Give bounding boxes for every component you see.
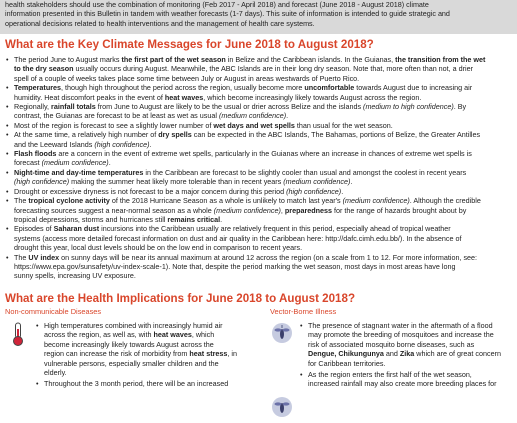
text-run: , in — [227, 349, 237, 359]
text-run: are a concern in the event of extreme wet spells, particularly in the Guianas where an increase in chances of extreme wet spells is — [56, 149, 472, 159]
climate-message-continuation — [0, 158, 517, 167]
text-run: dry spells — [158, 130, 192, 140]
ncd-list — [34, 321, 266, 391]
text-run: The — [14, 196, 29, 206]
climate-message-item — [0, 253, 517, 262]
text-run: The period June to August marks — [14, 55, 122, 64]
text-run: heat waves — [153, 330, 192, 340]
text-run: systems (access more detailed forecast information on dust and air quality in the Caribbean here: http://dafc.cimh.edu.bb/). In the absence of — [14, 233, 462, 243]
text-run: contrast, the Guianas are forecast to be at least as wet as usual — [14, 111, 219, 121]
text-run: sunny spells, increasing UV exposure. — [14, 271, 136, 281]
text-run: vulnerable persons, especially smaller children and the — [44, 358, 219, 368]
text-run: towards August due to increasing air — [354, 83, 473, 93]
text-run: tropical cyclone activity — [28, 196, 110, 206]
health-bullet — [34, 321, 266, 377]
text-run: Saharan dust — [53, 224, 100, 234]
text-run: may promote the breeding of mosquitoes and increase the — [308, 330, 494, 340]
text-run: and the Leeward Islands — [14, 139, 95, 149]
text-run: The presence of stagnant water in the aftermath of a flood — [308, 321, 493, 330]
health-line — [308, 330, 515, 339]
text-run: Dengue, Chikungunya — [308, 349, 384, 359]
text-run: the transition from the wet — [395, 55, 486, 64]
climate-message-continuation — [0, 234, 517, 243]
health-line — [308, 340, 515, 349]
text-run: forecast — [14, 158, 42, 168]
text-run: heat waves — [164, 92, 204, 102]
climate-message-item — [0, 55, 517, 64]
climate-message-item — [0, 102, 517, 111]
text-run: for Caribbean territories. — [308, 358, 386, 368]
text-run: (medium confidence) — [342, 196, 410, 206]
vbi-subheading: Vector-Borne Illness — [270, 307, 337, 316]
intro-line: health stakeholders should use the combination of monitoring (Feb 2017 - April 2018) and forecast (June 2018 - August 2018) climate — [5, 0, 429, 9]
text-run: High temperatures combined with increasingly humid air — [44, 321, 223, 330]
health-line — [308, 321, 515, 330]
climate-message-item — [0, 149, 517, 158]
text-run: . — [286, 111, 289, 121]
text-run: (medium confidence) — [41, 158, 109, 168]
text-run: from June to August are likely to be the usual or drier across Belize and the islands — [95, 102, 364, 112]
text-run: forecasting sources suggest a near-normal season as a whole — [14, 205, 214, 215]
ncd-subheading: Non-communicable Diseases — [5, 307, 102, 316]
climate-message-continuation — [0, 64, 517, 73]
climate-message-item — [0, 224, 517, 233]
text-run: uncomfortable — [304, 83, 355, 93]
health-line — [44, 359, 266, 368]
text-run: on sunny days will be near its annual maximum at around 12 across the region (on a scale from 1 to 12. For more information, see: — [59, 252, 478, 262]
health-line — [44, 368, 266, 377]
text-run: spell of a couple of weeks takes place some time between July or August in areas westwards of Puerto Rico. — [14, 73, 360, 83]
health-line — [308, 359, 515, 368]
text-run: As the region enters the first half of the wet season, — [308, 370, 472, 380]
text-run: Regionally, — [14, 102, 52, 112]
climate-message-continuation — [0, 243, 517, 252]
text-run: elderly. — [44, 368, 67, 378]
text-run: to the dry season — [14, 64, 74, 74]
vbi-list — [298, 321, 515, 391]
mosquito-icon — [271, 322, 293, 344]
text-run: The — [14, 252, 29, 262]
text-run: , though high throughout the period across the region, usually become more — [61, 83, 305, 93]
climate-heading: What are the Key Climate Messages for June 2018 to August 2018? — [5, 38, 374, 51]
text-run: for the range of hazards brought about by — [332, 205, 467, 215]
climate-message-item — [0, 168, 517, 177]
text-run: Temperatures — [14, 83, 62, 93]
text-run: preparedness — [284, 205, 333, 215]
text-run: Most of the region is forecast to see a slightly lower number of — [14, 120, 214, 130]
text-run: Night-time and day-time temperatures — [14, 167, 144, 177]
text-run: of the 2018 Hurricane Season as a whole is unlikely to match last year's — [109, 196, 343, 206]
health-line — [44, 379, 266, 388]
climate-message-item — [0, 121, 517, 130]
text-run: than usual for the wet season. — [294, 120, 393, 130]
text-run: in Belize and the Caribbean islands. In the Guianas, — [225, 55, 396, 64]
climate-message-continuation — [0, 74, 517, 83]
text-run: which are of great concern — [414, 349, 501, 359]
health-line — [44, 330, 266, 339]
climate-message-item — [0, 196, 517, 205]
text-run: At the same time, a relatively high number of — [14, 130, 159, 140]
text-run: making the summer heat likely more tolerable than in recent years — [69, 177, 284, 187]
text-run: (medium confidence) — [213, 205, 281, 215]
text-run: , which — [191, 330, 215, 340]
text-run: . — [341, 186, 344, 196]
text-run: usually occurs during August. Meanwhile, the ABC Islands are in their long dry season. Note that, more often than not, a drier — [73, 64, 474, 74]
intro-line: operational decisions related to health interventions and the management of health care systems. — [5, 18, 315, 28]
climate-message-continuation — [0, 206, 517, 215]
climate-message-item — [0, 187, 517, 196]
health-bullet — [298, 370, 515, 389]
text-run: tropical depressions, storms and hurricanes still — [14, 214, 168, 224]
text-run: incursions into the Caribbean usually are relatively frequent in this period, especially ahead of tropical weather — [99, 224, 451, 234]
text-run: and — [383, 349, 400, 359]
text-run: https://www.epa.gov/sunsafety/uv-index-scale-1). Note that, despite the period marking the wet season, most days in most areas have long — [14, 261, 456, 271]
text-run: wet days and wet spells — [213, 120, 295, 130]
text-run: drought this year, local dust levels should be on the low end in comparison to recent years. — [14, 243, 303, 253]
climate-message-item — [0, 130, 517, 139]
health-line — [308, 379, 515, 388]
health-bullet — [298, 321, 515, 368]
climate-message-continuation — [0, 140, 517, 149]
text-run: rainfall totals — [51, 102, 96, 112]
text-run: (medium confidence) — [283, 177, 351, 187]
text-run: increased rainfall may also create more breeding places for — [308, 379, 497, 389]
text-run: the first part of the wet season — [121, 55, 226, 64]
thermometer-icon — [8, 321, 28, 347]
climate-message-continuation — [0, 177, 517, 186]
text-run: . — [108, 158, 111, 168]
health-line — [44, 349, 266, 358]
climate-messages-list — [0, 55, 517, 281]
text-run: , — [280, 205, 285, 215]
health-line — [44, 340, 266, 349]
text-run: Flash floods — [14, 149, 57, 159]
text-run: in the Caribbean are forecast to be slightly cooler than usual and amongst the coolest in recent years — [143, 167, 467, 177]
text-run: (high confidence) — [286, 186, 342, 196]
text-run: risk of associated mosquito borne diseases, such as — [308, 339, 475, 349]
text-run: Drought or excessive dryness is not forecast to be a major concern during this period — [14, 186, 287, 196]
text-run: become increasingly likely towards August across the — [44, 339, 214, 349]
text-run: . — [350, 177, 353, 187]
text-run: heat stress — [189, 349, 228, 359]
text-run: Episodes of — [14, 224, 54, 234]
text-run: (medium confidence) — [218, 111, 287, 121]
health-line — [308, 370, 515, 379]
health-line — [308, 349, 515, 358]
text-run: region can increase the risk of morbidity from — [44, 349, 190, 359]
climate-message-continuation — [0, 271, 517, 280]
text-run: , which become increasingly likely towards August across the region. — [203, 92, 422, 102]
intro-line: information presented in this Bulletin in tandem with weather forecasts (1-7 days). This suite of information is intended to guide strategic and — [5, 9, 450, 19]
mosquito-icon — [271, 396, 293, 418]
climate-message-continuation — [0, 111, 517, 120]
climate-message-item — [0, 83, 517, 92]
climate-message-continuation — [0, 215, 517, 224]
text-run: Zika — [399, 349, 415, 359]
text-run: . — [220, 214, 223, 224]
text-run: across the region, as well as, with — [44, 330, 154, 340]
text-run: Throughout the 3 month period, there will be an increased — [44, 379, 229, 389]
text-run: . By — [453, 102, 467, 112]
text-run: (high confidence) — [14, 177, 70, 187]
text-run: can be expected in the ABC Islands, The Bahamas, portions of Belize, the Greater Antilles — [191, 130, 481, 140]
health-line — [44, 321, 266, 330]
text-run: . — [149, 139, 152, 149]
text-run: (high confidence) — [94, 139, 150, 149]
text-run: remains critical — [167, 214, 221, 224]
text-run: (medium to high confidence) — [363, 102, 454, 112]
health-bullet — [34, 379, 266, 388]
climate-message-continuation — [0, 262, 517, 271]
climate-message-continuation — [0, 93, 517, 102]
health-heading: What are the Health Implications for June 2018 to August 2018? — [5, 292, 356, 305]
text-run: UV index — [28, 252, 60, 262]
text-run: humidity. Heat discomfort peaks in the event of — [14, 92, 165, 102]
text-run: . Although the credible — [409, 196, 481, 206]
intro-panel — [0, 0, 517, 34]
